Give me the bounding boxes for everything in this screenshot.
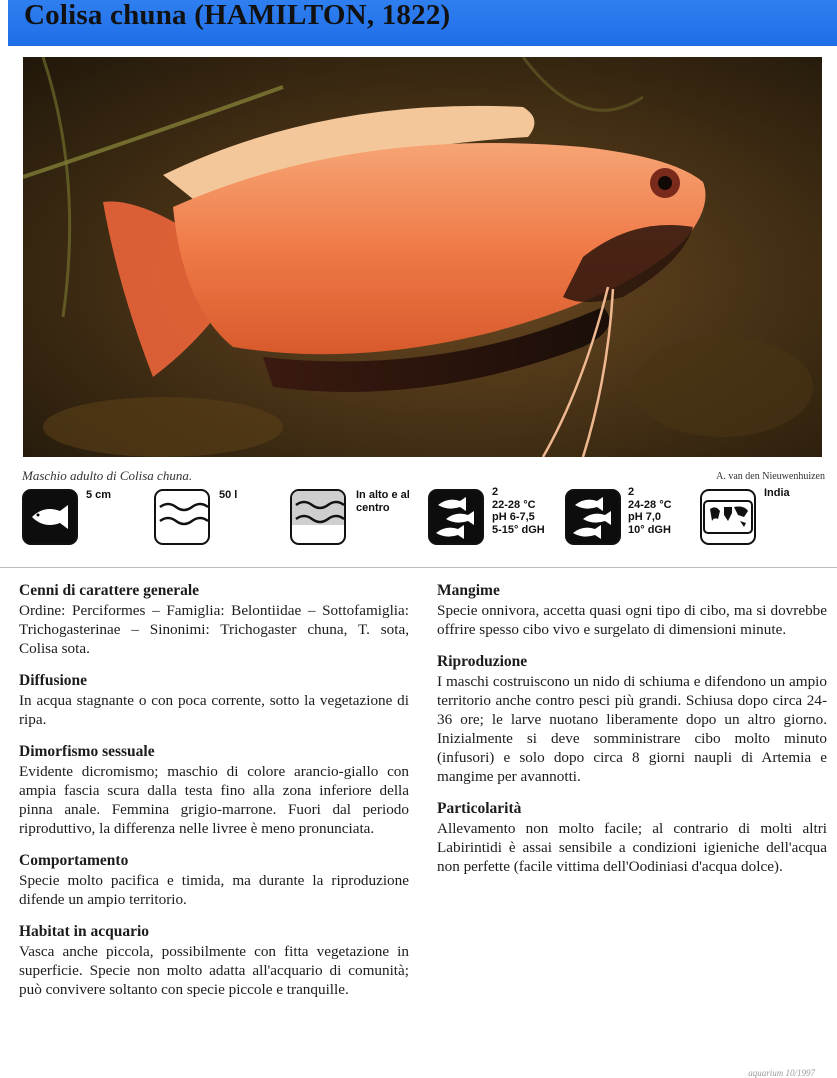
photo-caption: Maschio adulto di Colisa chuna.	[22, 468, 193, 483]
page-title: Colisa chuna (HAMILTON, 1822)	[24, 0, 451, 31]
section-general	[19, 582, 409, 658]
water-hardness-label: 2 22-28 °C pH 6-7,5 5-15° dGH	[492, 486, 545, 536]
section-heading: Habitat in acquario	[19, 923, 150, 940]
section-text: Vasca anche piccola, possibilmente con fitta vegetazione in superficie. Specie non molto adatta all'acquario di comunità; può convivere soltanto con specie piccole e tranquille.	[19, 943, 409, 998]
aquarium-volume-icon	[154, 489, 210, 545]
section-text: Specie onnivora, accetta quasi ogni tipo di cibo, ma si dovrebbe offrire spesso cibo vivo e surgelato di dimensioni minute.	[437, 602, 827, 638]
section-text: Ordine: Perciformes – Famiglia: Belontiidae – Sottofamiglia: Trichogasterinae – Sinonimi: Trichogaster chuna, T. sota, Colisa sota.	[19, 602, 409, 657]
swimming-zone-icon	[290, 489, 346, 545]
section-heading: Particolarità	[437, 800, 522, 817]
breeding-water-fish-icon	[565, 489, 621, 545]
world-map-icon	[700, 489, 756, 545]
divider	[0, 567, 837, 568]
section-reproduction	[437, 653, 827, 786]
section-food	[437, 582, 827, 639]
section-heading: Dimorfismo sessuale	[19, 743, 155, 760]
distribution-label: India	[764, 487, 790, 499]
section-text: Allevamento non molto facile; al contrario di molti altri Labirintidi è assai sensibile a condizioni igieniche dell'acqua non perfette (facile vittima dell'Oodiniasi d'acqua dolce).	[437, 820, 827, 875]
title-bar	[8, 0, 837, 46]
swimming-zone-label: In alto e al centro	[356, 489, 410, 514]
water-hardness-fish-icon	[428, 489, 484, 545]
fish-size-icon	[22, 489, 78, 545]
section-dimorphism	[19, 743, 409, 838]
section-text: In acqua stagnante o con poca corrente, sotto la vegetazione di ripa.	[19, 692, 409, 728]
section-heading: Riproduzione	[437, 653, 528, 670]
footer-issue: aquarium 10/1997	[748, 1068, 815, 1078]
aquarium-volume-label: 50 l	[219, 489, 238, 501]
section-behavior	[19, 852, 409, 909]
section-particularities	[437, 800, 827, 876]
section-heading: Mangime	[437, 582, 500, 599]
fish-illustration	[23, 57, 822, 457]
section-heading: Comportamento	[19, 852, 129, 869]
section-distribution	[19, 672, 409, 729]
fish-photo	[23, 57, 822, 457]
photo-credit: A. van den Nieuwenhuizen	[716, 471, 825, 482]
fish-size-label: 5 cm	[86, 489, 112, 501]
left-column	[19, 582, 409, 1013]
section-heading: Diffusione	[19, 672, 88, 689]
breeding-water-label: 2 24-28 °C pH 7,0 10° dGH	[628, 486, 672, 536]
section-habitat	[19, 923, 409, 999]
section-text: I maschi costruiscono un nido di schiuma e difendono un ampio territorio anche contro pesci più grandi. Schiusa dopo circa 24-36 ore; le larve nuotano liberamente dopo un altro giorno. Inizialmente si deve somministrare cibo molto minuto (infusori) e solo dopo circa 8 giorni naupli di Artemia e mangime per avannotti.	[437, 673, 827, 785]
section-text: Specie molto pacifica e timida, ma durante la riproduzione difende un ampio territorio.	[19, 872, 409, 908]
section-text: Evidente dicromismo; maschio di colore arancio-giallo con ampia fascia scura dalla testa fino alla zona inferiore della pinna anale. Femmina grigio-marrone. Fuori dal periodo riproduttivo, la differenza nelle livree è meno pronunciata.	[19, 763, 409, 837]
right-column	[437, 582, 827, 890]
section-heading: Cenni di carattere generale	[19, 582, 200, 599]
